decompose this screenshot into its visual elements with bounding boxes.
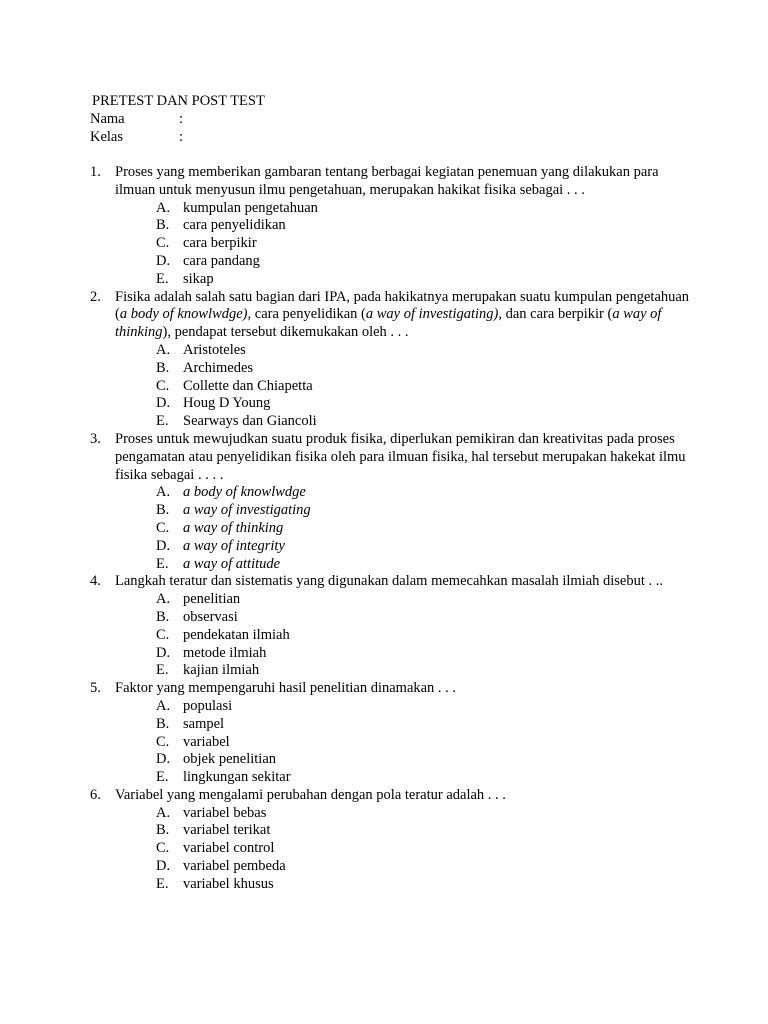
option-text: variabel — [183, 733, 230, 750]
option-text: variabel pembeda — [183, 858, 286, 875]
question-item — [90, 164, 690, 289]
answer-option — [156, 769, 690, 787]
answer-option — [156, 395, 690, 413]
option-letter: E. — [156, 555, 169, 572]
question-text — [115, 680, 690, 698]
option-text: Archimedes — [183, 359, 254, 376]
option-text: Searways dan Giancoli — [183, 413, 317, 430]
option-text: penelitian — [183, 591, 241, 608]
answer-option — [156, 271, 690, 289]
option-list — [115, 484, 690, 573]
question-list — [90, 164, 690, 894]
option-letter: A. — [156, 484, 171, 501]
class-field — [90, 129, 265, 147]
question-item — [90, 289, 690, 431]
option-letter: C. — [156, 626, 170, 643]
question-text-segment: Proses untuk mewujudkan suatu produk fisika, diperlukan pemikiran dan kreativitas pada proses pengamatan atau penyelidikan fisika oleh para ilmuan fisika, hal tersebut merupakan hakekat ilmu fisika sebagai . . . . — [115, 430, 686, 483]
question-text-segment: Fisika adalah salah satu bagian dari IPA, pada hakikatnya merupakan suatu kumpulan pengetahuan ( — [115, 288, 690, 323]
name-separator: : — [179, 110, 184, 127]
option-text: cara penyelidikan — [183, 217, 286, 234]
option-text: observasi — [183, 608, 238, 625]
question-text-segment: Langkah teratur dan sistematis yang digunakan dalam memecahkan masalah ilmiah disebut . .. — [115, 573, 664, 590]
name-label: Nama — [90, 110, 125, 127]
question-item — [90, 431, 690, 573]
option-letter: A. — [156, 341, 171, 358]
option-text: cara pandang — [183, 252, 260, 269]
question-text — [115, 431, 690, 484]
option-text: a way of thinking — [183, 519, 284, 536]
option-text: a body of knowlwdge — [183, 484, 306, 501]
option-text: kumpulan pengetahuan — [183, 199, 318, 216]
option-text: cara berpikir — [183, 235, 257, 252]
answer-option — [156, 502, 690, 520]
answer-option — [156, 413, 690, 431]
answer-option — [156, 805, 690, 823]
question-text-segment: Variabel yang mengalami perubahan dengan pola teratur adalah . . . — [115, 786, 506, 803]
document-title: PRETEST DAN POST TEST — [92, 93, 265, 109]
answer-option — [156, 342, 690, 360]
option-letter: D. — [156, 537, 171, 554]
option-text: Houg D Young — [183, 395, 271, 412]
option-list — [115, 805, 690, 894]
question-text-segment: a body of knowlwdge) — [119, 306, 248, 323]
option-letter: B. — [156, 608, 170, 625]
option-letter: A. — [156, 697, 171, 714]
question-number: 4. — [90, 573, 101, 590]
answer-option — [156, 734, 690, 752]
answer-option — [156, 858, 690, 876]
option-letter: C. — [156, 377, 170, 394]
answer-option — [156, 520, 690, 538]
option-letter: A. — [156, 199, 171, 216]
option-text: variabel khusus — [183, 875, 274, 892]
option-text: kajian ilmiah — [183, 662, 260, 679]
question-text-segment: dan cara berpikir ( — [502, 306, 613, 323]
question-number: 1. — [90, 164, 101, 180]
question-text-segment: a way of investigating), — [365, 306, 502, 323]
answer-option — [156, 360, 690, 378]
option-letter: D. — [156, 395, 171, 412]
option-text: variabel control — [183, 840, 275, 857]
question-text — [115, 787, 690, 805]
question-text-segment: Faktor yang mempengaruhi hasil penelitian dinamakan . . . — [115, 680, 457, 697]
answer-option — [156, 538, 690, 556]
question-number: 2. — [90, 288, 101, 305]
answer-option — [156, 822, 690, 840]
option-letter: B. — [156, 822, 170, 839]
option-text: objek penelitian — [183, 751, 277, 768]
option-letter: D. — [156, 644, 171, 661]
option-text: Aristoteles — [183, 341, 246, 358]
answer-option — [156, 716, 690, 734]
name-field — [90, 111, 265, 129]
option-text: sikap — [183, 270, 214, 287]
option-letter: C. — [156, 519, 170, 536]
option-letter: B. — [156, 715, 170, 732]
question-text-segment: ), pendapat tersebut dikemukakan oleh . . . — [162, 324, 409, 341]
option-letter: A. — [156, 591, 171, 608]
option-letter: E. — [156, 875, 169, 892]
option-letter: C. — [156, 733, 170, 750]
option-letter: B. — [156, 359, 170, 376]
answer-option — [156, 751, 690, 769]
answer-option — [156, 235, 690, 253]
question-item — [90, 680, 690, 787]
option-text: metode ilmiah — [183, 644, 267, 661]
question-number: 6. — [90, 786, 101, 803]
answer-option — [156, 253, 690, 271]
option-text: a way of integrity — [183, 537, 285, 554]
option-text: populasi — [183, 697, 233, 714]
option-text: Collette dan Chiapetta — [183, 377, 313, 394]
option-text: a way of investigating — [183, 502, 311, 519]
option-letter: E. — [156, 662, 169, 679]
option-text: sampel — [183, 715, 225, 732]
question-number: 5. — [90, 680, 101, 697]
option-letter: D. — [156, 252, 171, 269]
question-text — [115, 573, 690, 591]
question-text — [115, 164, 690, 200]
class-separator: : — [179, 128, 184, 145]
answer-option — [156, 556, 690, 574]
option-text: variabel terikat — [183, 822, 271, 839]
answer-option — [156, 609, 690, 627]
option-letter: C. — [156, 840, 170, 857]
option-letter: E. — [156, 270, 169, 287]
answer-option — [156, 698, 690, 716]
answer-option — [156, 876, 690, 894]
option-letter: E. — [156, 769, 169, 786]
option-text: a way of attitude — [183, 555, 281, 572]
option-text: pendekatan ilmiah — [183, 626, 290, 643]
option-letter: E. — [156, 413, 169, 430]
answer-option — [156, 217, 690, 235]
answer-option — [156, 200, 690, 218]
option-list — [115, 698, 690, 787]
answer-option — [156, 840, 690, 858]
question-item — [90, 787, 690, 894]
option-letter: D. — [156, 858, 171, 875]
question-text — [115, 289, 690, 342]
answer-option — [156, 378, 690, 396]
question-text-segment: , cara penyelidikan ( — [247, 306, 366, 323]
option-list — [115, 200, 690, 289]
option-letter: C. — [156, 235, 170, 252]
answer-option — [156, 591, 690, 609]
option-list — [115, 591, 690, 680]
option-letter: B. — [156, 217, 170, 234]
answer-option — [156, 645, 690, 663]
option-text: lingkungan sekitar — [183, 769, 291, 786]
question-text-segment: Proses yang memberikan gambaran tentang berbagai kegiatan penemuan yang dilakukan para ilmuan untuk menyusun ilmu pengetahuan, merupakan hakikat fisika sebagai . . . — [115, 164, 659, 198]
question-number: 3. — [90, 430, 101, 447]
document-header — [90, 93, 265, 146]
option-letter: D. — [156, 751, 171, 768]
option-text: variabel bebas — [183, 804, 267, 821]
question-text-segment: a way of thinking — [115, 306, 662, 341]
option-letter: B. — [156, 502, 170, 519]
option-list — [115, 342, 690, 431]
option-letter: A. — [156, 804, 171, 821]
class-label: Kelas — [90, 128, 124, 145]
question-item — [90, 573, 690, 680]
answer-option — [156, 627, 690, 645]
answer-option — [156, 662, 690, 680]
answer-option — [156, 484, 690, 502]
